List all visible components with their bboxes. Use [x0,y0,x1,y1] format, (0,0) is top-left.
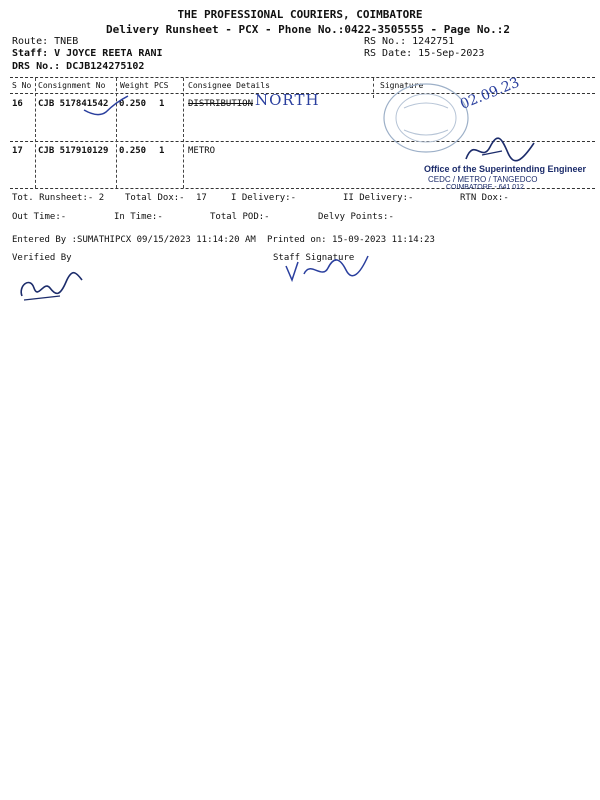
drs-number: DRS No.: DCJB124275102 [12,61,145,72]
total-dox-value: 17 [196,193,207,203]
stamp-line-2: CEDC / METRO / TANGEDCO [428,175,538,184]
verified-by-label: Verified By [12,253,72,263]
total-dox-label: Total Dox:- [125,193,185,203]
col-header-consignee: Consignee Details [188,81,270,90]
stamp-line-1: Office of the Superintending Engineer [424,164,587,174]
row-consignee: DISTRIBUTION [188,99,254,109]
rtn-dox: RTN Dox:- [460,193,509,203]
col-header-signature: Signature [380,81,424,90]
staff-label: Staff: V JOYCE REETA RANI [12,48,163,59]
entered-by: Entered By :SUMATHIPCX 09/15/2023 11:14:20 AM [12,235,256,245]
route-label: Route: TNEB [12,36,79,47]
col-divider [35,78,36,188]
delvy-points: Delvy Points:- [318,212,394,222]
company-title: THE PROFESSIONAL COURIERS, COIMBATORE [177,8,423,21]
staff-signature-mark [282,250,372,286]
rs-date: RS Date: 15-Sep-2023 [364,48,485,59]
handwritten-date: 02.09.23 [458,74,522,113]
round-seal-icon [374,78,474,158]
col-header-pcs: PCS [154,81,169,90]
printed-on: Printed on: 15-09-2023 11:14:23 [267,235,435,245]
row-consignee: METRO [188,146,216,156]
row-pcs: 1 [159,146,165,156]
col-header-sno: S No [12,81,32,90]
verifier-signature-mark [16,266,86,306]
stamp-line-3: COIMBATORE - 641 012 [446,184,524,191]
row-pcs: 1 [159,99,165,109]
i-delivery: I Delivery:- [231,193,297,203]
out-time: Out Time:- [12,212,67,222]
row-sno: 17 [12,146,23,156]
col-header-consignment: Consignment No [38,81,106,90]
tot-runsheet: Tot. Runsheet:- 2 [12,193,105,203]
signature-mark [462,133,542,167]
handwritten-note: NORTH [255,91,320,109]
row-consignment: CJB 517910129 [38,146,109,156]
total-pod: Total POD:- [210,212,270,222]
runsheet-subtitle: Delivery Runsheet - PCX - Phone No.:0422-3505555 - Page No.:2 [106,23,510,36]
staff-signature-label: Staff Signature [273,253,355,263]
ii-delivery: II Delivery:- [343,193,414,203]
in-time: In Time:- [114,212,163,222]
col-divider [183,78,184,188]
checkmark-mark [80,92,130,122]
row-weight: 0.250 [119,99,147,109]
row-consignment: CJB 517841542 [38,99,109,109]
row-weight: 0.250 [119,146,147,156]
rs-number: RS No.: 1242751 [364,36,455,47]
col-header-weight: Weight [120,81,149,90]
row-sno: 16 [12,99,23,109]
